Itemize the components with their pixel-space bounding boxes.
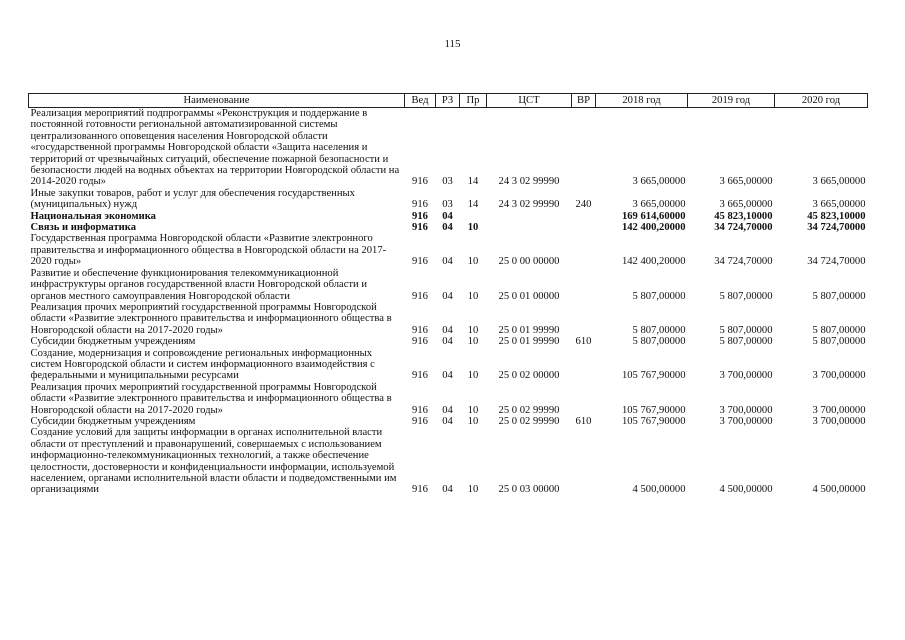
page-number: 115 bbox=[444, 38, 461, 50]
cell-2018: 4 500,00000 bbox=[632, 484, 686, 496]
header-ved: Вед bbox=[405, 94, 436, 108]
cell-2020: 4 500,00000 bbox=[812, 484, 866, 496]
cell-name: Реализация прочих мероприятий государственной программы Новгородской области «Развитие электронного правительства и информационного общества в Новгородской области на 2017-2020 годы» bbox=[30, 301, 392, 336]
cell-rz: 03 bbox=[442, 176, 453, 188]
cell-2018: 169 614,60000 bbox=[621, 210, 686, 222]
cell-name: Реализация прочих мероприятий государственной программы Новгородской области «Развитие электронного правительства и информационного общества в Новгородской области на 2017-2020 годы» bbox=[30, 381, 392, 416]
header-cst: ЦСТ bbox=[487, 94, 572, 108]
cell-cst: 24 3 02 99990 bbox=[498, 176, 560, 188]
cell-vr bbox=[572, 108, 596, 188]
cell-vr bbox=[572, 348, 596, 382]
cell-name: Субсидии бюджетным учреждениям bbox=[30, 415, 196, 427]
cell-vr bbox=[572, 233, 596, 267]
cell-2018: 3 665,00000 bbox=[632, 176, 686, 188]
cell-pr: 10 bbox=[467, 370, 479, 382]
cell-2020: 34 724,70000 bbox=[807, 256, 866, 268]
cell-name: Создание, модернизация и сопровождение региональных информационных систем Новгородской области и систем информационного взаимодействия с федеральными и муниципальными ресурсами bbox=[30, 347, 375, 382]
cell-rz: 04 bbox=[442, 415, 453, 427]
cell-ved: 916 bbox=[412, 199, 428, 211]
table-row bbox=[29, 233, 868, 267]
cell-2020: 5 807,00000 bbox=[812, 290, 866, 302]
cell-pr: 10 bbox=[467, 415, 479, 427]
cell-2019: 5 807,00000 bbox=[719, 290, 773, 302]
table-row bbox=[29, 302, 868, 336]
cell-ved: 916 bbox=[412, 176, 428, 188]
cell-rz: 04 bbox=[442, 256, 453, 268]
cell-ved: 916 bbox=[412, 256, 428, 268]
cell-rz: 04 bbox=[442, 370, 453, 382]
header-vr: ВР bbox=[572, 94, 596, 108]
cell-cst: 25 0 02 99990 bbox=[498, 415, 560, 427]
cell-cst: 25 0 01 99990 bbox=[498, 336, 560, 348]
cell-2020: 3 700,00000 bbox=[812, 415, 866, 427]
cell-cst bbox=[487, 211, 572, 222]
header-2020: 2020 год bbox=[775, 94, 868, 108]
cell-vr bbox=[572, 427, 596, 495]
cell-pr: 10 bbox=[467, 256, 479, 268]
cell-name: Реализация мероприятий подпрограммы «Реконструкция и поддержание в постоянной готовности региональной автоматизированной системы централизованного оповещения населения Новгородской области «государственной программы Новгородской области «Защита населения и территорий от чрезвычайных ситуаций, обеспечение пожарной безопасности и безопасности людей на водных объектах на территории Новгородской области на 2014-2020 годы» bbox=[30, 108, 400, 188]
table-row bbox=[29, 427, 868, 495]
cell-name: Государственная программа Новгородской области «Развитие электронного правительства и информационного общества в Новгородской области на 2017-2020 годы» bbox=[30, 233, 387, 268]
cell-2019: 34 724,70000 bbox=[714, 222, 773, 234]
cell-2020: 5 807,00000 bbox=[812, 336, 866, 348]
cell-2018: 105 767,90000 bbox=[621, 404, 686, 416]
cell-rz: 04 bbox=[442, 324, 453, 336]
cell-vr bbox=[572, 382, 596, 416]
cell-2019: 5 807,00000 bbox=[719, 336, 773, 348]
table-row bbox=[29, 416, 868, 427]
cell-rz: 03 bbox=[442, 199, 453, 211]
cell-2018: 5 807,00000 bbox=[632, 324, 686, 336]
cell-pr bbox=[460, 211, 487, 222]
cell-pr: 14 bbox=[467, 199, 479, 211]
header-pr: Пр bbox=[460, 94, 487, 108]
cell-2019: 34 724,70000 bbox=[714, 256, 773, 268]
cell-ved: 916 bbox=[412, 484, 428, 496]
cell-pr: 10 bbox=[467, 222, 479, 234]
cell-2020: 34 724,70000 bbox=[807, 222, 866, 234]
cell-cst: 25 0 02 99990 bbox=[498, 404, 560, 416]
cell-name: Развитие и обеспечение функционирования телекоммуникационной инфраструктуры органов государственной власти Новгородской области и органов местного самоуправления Новгородской области bbox=[30, 267, 368, 302]
cell-2019: 3 700,00000 bbox=[719, 415, 773, 427]
cell-pr: 10 bbox=[467, 324, 479, 336]
cell-2019: 45 823,10000 bbox=[714, 210, 773, 222]
header-2018: 2018 год bbox=[596, 94, 688, 108]
cell-2018: 5 807,00000 bbox=[632, 290, 686, 302]
cell-pr: 10 bbox=[467, 336, 479, 348]
cell-rz: 04 bbox=[442, 222, 453, 234]
cell-ved: 916 bbox=[412, 324, 428, 336]
cell-cst bbox=[487, 222, 572, 233]
cell-2019: 5 807,00000 bbox=[719, 324, 773, 336]
cell-pr: 10 bbox=[467, 404, 479, 416]
cell-2019: 3 665,00000 bbox=[719, 199, 773, 211]
cell-cst: 25 0 01 00000 bbox=[498, 290, 560, 302]
cell-ved: 916 bbox=[412, 404, 428, 416]
cell-name: Создание условий для защиты информации в органах исполнительной власти области от преступлений и правонарушений, совершаемых с использованием информационно-телекоммуникационных технологий, а также обеспечение целостности, достоверности и конфиденциальности информации, используемой населением, органами исполнительной власти области и подведомственными им организациями bbox=[30, 427, 397, 496]
cell-vr: 610 bbox=[575, 415, 592, 427]
cell-vr bbox=[572, 211, 596, 222]
cell-2018: 3 665,00000 bbox=[632, 199, 686, 211]
cell-2018: 142 400,20000 bbox=[621, 256, 686, 268]
table-row bbox=[29, 336, 868, 347]
cell-cst: 25 0 02 00000 bbox=[498, 370, 560, 382]
cell-2020: 45 823,10000 bbox=[807, 210, 866, 222]
cell-name: Связь и информатика bbox=[30, 222, 137, 234]
cell-ved: 916 bbox=[412, 290, 428, 302]
cell-pr: 10 bbox=[467, 484, 479, 496]
cell-2018: 105 767,90000 bbox=[621, 370, 686, 382]
cell-ved: 916 bbox=[412, 415, 428, 427]
cell-name: Национальная экономика bbox=[30, 210, 156, 222]
cell-rz: 04 bbox=[442, 336, 453, 348]
cell-2019: 4 500,00000 bbox=[719, 484, 773, 496]
cell-2020: 3 700,00000 bbox=[812, 404, 866, 416]
budget-table bbox=[28, 93, 868, 496]
cell-2019: 3 700,00000 bbox=[719, 404, 773, 416]
table-row bbox=[29, 268, 868, 302]
cell-vr: 240 bbox=[575, 199, 592, 211]
cell-cst: 25 0 00 00000 bbox=[498, 256, 560, 268]
cell-2020: 5 807,00000 bbox=[812, 324, 866, 336]
cell-vr bbox=[572, 302, 596, 336]
table-row bbox=[29, 222, 868, 233]
cell-name: Иные закупки товаров, работ и услуг для обеспечения государственных (муниципальных) нужд bbox=[30, 187, 355, 211]
cell-vr bbox=[572, 268, 596, 302]
cell-rz: 04 bbox=[442, 290, 453, 302]
cell-2020: 3 700,00000 bbox=[812, 370, 866, 382]
cell-ved: 916 bbox=[412, 370, 428, 382]
cell-name: Субсидии бюджетным учреждениям bbox=[30, 336, 196, 348]
cell-2018: 105 767,90000 bbox=[621, 415, 686, 427]
table-row bbox=[29, 382, 868, 416]
cell-vr: 610 bbox=[575, 336, 592, 348]
cell-vr bbox=[572, 222, 596, 233]
cell-cst: 25 0 01 99990 bbox=[498, 324, 560, 336]
cell-2020: 3 665,00000 bbox=[812, 199, 866, 211]
cell-2020: 3 665,00000 bbox=[812, 176, 866, 188]
cell-rz: 04 bbox=[442, 210, 453, 222]
table-row bbox=[29, 348, 868, 382]
header-rz: РЗ bbox=[436, 94, 460, 108]
cell-pr: 14 bbox=[467, 176, 479, 188]
cell-2018: 142 400,20000 bbox=[621, 222, 686, 234]
cell-rz: 04 bbox=[442, 484, 453, 496]
header-2019: 2019 год bbox=[688, 94, 775, 108]
cell-2019: 3 665,00000 bbox=[719, 176, 773, 188]
table-row bbox=[29, 108, 868, 188]
cell-ved: 916 bbox=[412, 222, 428, 234]
cell-cst: 25 0 03 00000 bbox=[498, 484, 560, 496]
cell-2019: 3 700,00000 bbox=[719, 370, 773, 382]
cell-cst: 24 3 02 99990 bbox=[498, 199, 560, 211]
table-row bbox=[29, 188, 868, 211]
header-name: Наименование bbox=[29, 94, 405, 108]
table-header-row bbox=[29, 94, 868, 108]
cell-2018: 5 807,00000 bbox=[632, 336, 686, 348]
cell-ved: 916 bbox=[412, 210, 428, 222]
cell-rz: 04 bbox=[442, 404, 453, 416]
cell-pr: 10 bbox=[467, 290, 479, 302]
table-row bbox=[29, 211, 868, 222]
cell-ved: 916 bbox=[412, 336, 428, 348]
